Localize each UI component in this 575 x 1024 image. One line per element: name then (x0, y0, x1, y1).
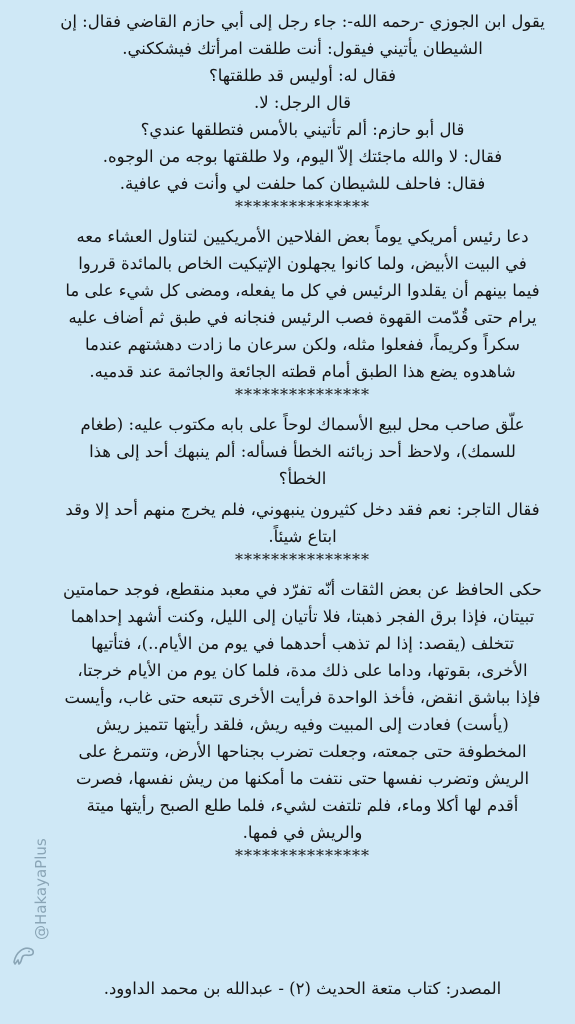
story-2-line-2: في البيت الأبيض، ولما كانوا يجهلون الإتيكيت الخاص بالمائدة قرروا (78, 254, 527, 273)
story-4-line-5: فإذا بباشق انقض، فأخذ الواحدة فرأيت الأخرى تتبعه حتى غاب، وأيست (64, 688, 541, 707)
story-1-line-5: قال أبو حازم: ألم تأتيني بالأمس فتطلقها عندي؟ (140, 120, 465, 139)
story-1-line-6: فقال: لا والله ماجئتك إلاّ اليوم، ولا طلقتها بوجه من الوجوه. (102, 147, 503, 166)
story-2-line-4: يرام حتى قُدّمت القهوة فصب الرئيس فنجانه في طبق ثم أضاف عليه (68, 308, 537, 327)
section-divider: *************** (235, 550, 370, 569)
story-2-line-6: شاهدوه يضع هذا الطبق أمام قطته الجائعة والجاثمة عند قدميه. (89, 362, 516, 381)
story-4-line-9: أقدم لها أكلا وماء، فلم تلتفت لشيء، فلما طلع الصبح رأيتها ميتة (86, 796, 519, 815)
story-3-line-4: فقال التاجر: نعم فقد دخل كثيرون ينبهوني، فلم يخرج منهم أحد إلا وقد (65, 500, 540, 519)
section-divider: *************** (235, 385, 370, 404)
story-3-line-5: ابتاع شيئاً. (268, 527, 337, 546)
watermark-handle: @HakayaPlus (32, 838, 50, 940)
dolphin-logo-icon (10, 942, 36, 968)
story-4-line-3: تتخلف (يقصد: إذا لم تذهب أحدهما في يوم من الأيام..)، فتأتيها (90, 634, 515, 653)
story-1-line-7: فقال: فاحلف للشيطان كما حلفت لي وأنت في عافية. (119, 174, 486, 193)
story-3-line-2: للسمك)، ولاحظ أحد زبائنه الخطأ فسأله: ألم ينبهك أحد إلى هذا (89, 442, 516, 461)
story-2 (40, 223, 565, 405)
story-3 (40, 411, 565, 570)
article-body (40, 8, 565, 866)
section-divider: *************** (235, 846, 370, 865)
story-3-line-3: الخطأ؟ (278, 469, 327, 488)
story-4-line-8: الريش وتضرب نفسها حتى نتفت ما أمكنها من ريش نفسها، فصرت (75, 769, 530, 788)
story-1-line-1: يقول ابن الجوزي -رحمه الله-: جاء رجل إلى أبي حازم القاضي فقال: إن (60, 12, 545, 31)
story-4-line-7: المخطوفة حتى جمعته، وجعلت تضرب بجناحها الأرض، وتتمرغ على (78, 742, 527, 761)
source-citation: المصدر: كتاب متعة الحديث (٢) - عبدالله بن محمد الداوود. (103, 979, 502, 998)
story-4-line-6: (يأست) فعادت إلى المبيت وفيه ريش، فلقد رأيتها تتميز ريش (96, 715, 509, 734)
story-4 (40, 576, 565, 866)
story-1-line-2: الشيطان يأتيني فيقول: أنت طلقت امرأتك فيشككني. (122, 39, 483, 58)
story-4-line-2: تبيتان، فإذا برق الفجر ذهبتا، فلا تأتيان إلى الليل، وكنت أشهد إحداهما (70, 607, 535, 626)
story-4-line-4: الأخرى، بقوتها، وداما على ذلك مدة، فلما كان يوم من الأيام خرجتا، (77, 661, 528, 680)
story-1 (40, 8, 565, 217)
story-1-line-4: قال الرجل: لا. (253, 93, 352, 112)
story-3-line-1: علّق صاحب محل لبيع الأسماك لوحاً على بابه مكتوب عليه: (طغام (80, 415, 525, 434)
story-2-line-1: دعا رئيس أمريكي يوماً بعض الفلاحين الأمريكيين لتناول العشاء معه (76, 227, 529, 246)
section-divider: *************** (235, 197, 370, 216)
story-2-line-5: سكراً وكريماً، ففعلوا مثله، ولكن سرعان ما زادت دهشتهم عندما (84, 335, 521, 354)
watermark (8, 790, 50, 970)
story-1-line-3: فقال له: أوليس قد طلقتها؟ (208, 66, 397, 85)
story-4-line-10: والريش في فمها. (242, 823, 363, 842)
story-2-line-3: فيما بينهم أن يقلدوا الرئيس في كل ما يفعله، ومضى كل شيء على ما (65, 281, 540, 300)
story-4-line-1: حكى الحافظ عن بعض الثقات أنّه تفرّد في معبد منقطع، فوجد حمامتين (63, 580, 542, 599)
